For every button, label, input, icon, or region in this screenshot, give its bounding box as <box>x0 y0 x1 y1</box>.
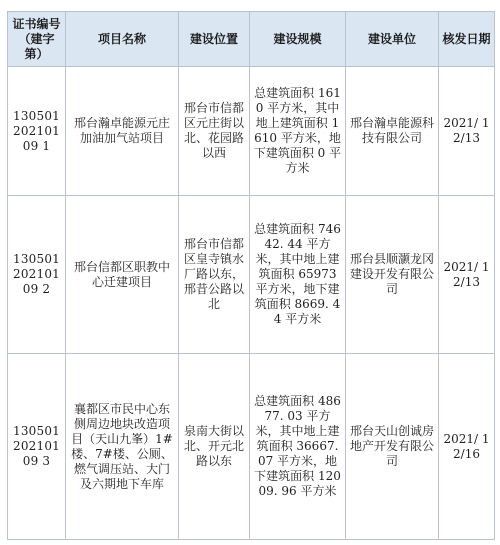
cell-scale: 总建筑面积 1610 平方米，其中地上建筑面积 1610 平方米，地下建筑面积 0 平方米 <box>250 67 346 196</box>
cell-scale: 总建筑面积 74642. 44 平方米，其中地上建筑面积 65973 平方米，地下建筑面积 8669. 44 平方米 <box>250 196 346 354</box>
cell-project: 邢台瀚卓能源元庄加油加气站项目 <box>66 67 179 196</box>
cell-location: 泉南大街以北、开元北路以东 <box>179 354 250 540</box>
cell-scale: 总建筑面积 48677. 03 平方米，其中地上建筑面积 36667. 07 平方米，地下建筑面积 12009. 96 平方米 <box>250 354 346 540</box>
header-date: 核发日期 <box>439 12 495 67</box>
cell-date: 2021/ 12/16 <box>439 354 495 540</box>
cell-cert-no: 13050120210109 3 <box>8 354 66 540</box>
cell-unit: 邢台县顺灏龙冈建设开发有限公司 <box>346 196 439 354</box>
header-row <box>8 12 495 67</box>
header-project: 项目名称 <box>66 12 179 67</box>
cell-cert-no: 13050120210109 1 <box>8 67 66 196</box>
header-cert-no: 证书编号（建字第） <box>8 12 66 67</box>
table-row <box>8 354 495 540</box>
permit-table <box>7 11 495 540</box>
cell-project: 邢台信都区职教中心迁建项目 <box>66 196 179 354</box>
cell-project: 襄都区市民中心东侧周边地块改造项目（天山九峯）1#楼、7#楼、公厕、燃气调压站、大门及六期地下车库 <box>66 354 179 540</box>
header-scale: 建设规模 <box>250 12 346 67</box>
header-unit: 建设单位 <box>346 12 439 67</box>
header-location: 建设位置 <box>179 12 250 67</box>
cell-date: 2021/ 12/13 <box>439 196 495 354</box>
table-row <box>8 196 495 354</box>
cell-unit: 邢台天山创诚房地产开发有限公司 <box>346 354 439 540</box>
table-row <box>8 67 495 196</box>
cell-location: 邢台市信都区元庄街以北、花园路以西 <box>179 67 250 196</box>
cell-date: 2021/ 12/13 <box>439 67 495 196</box>
cell-location: 邢台市信都区皇寺镇水厂路以东，邢昔公路以北 <box>179 196 250 354</box>
cell-cert-no: 13050120210109 2 <box>8 196 66 354</box>
cell-unit: 邢台瀚卓能源科技有限公司 <box>346 67 439 196</box>
